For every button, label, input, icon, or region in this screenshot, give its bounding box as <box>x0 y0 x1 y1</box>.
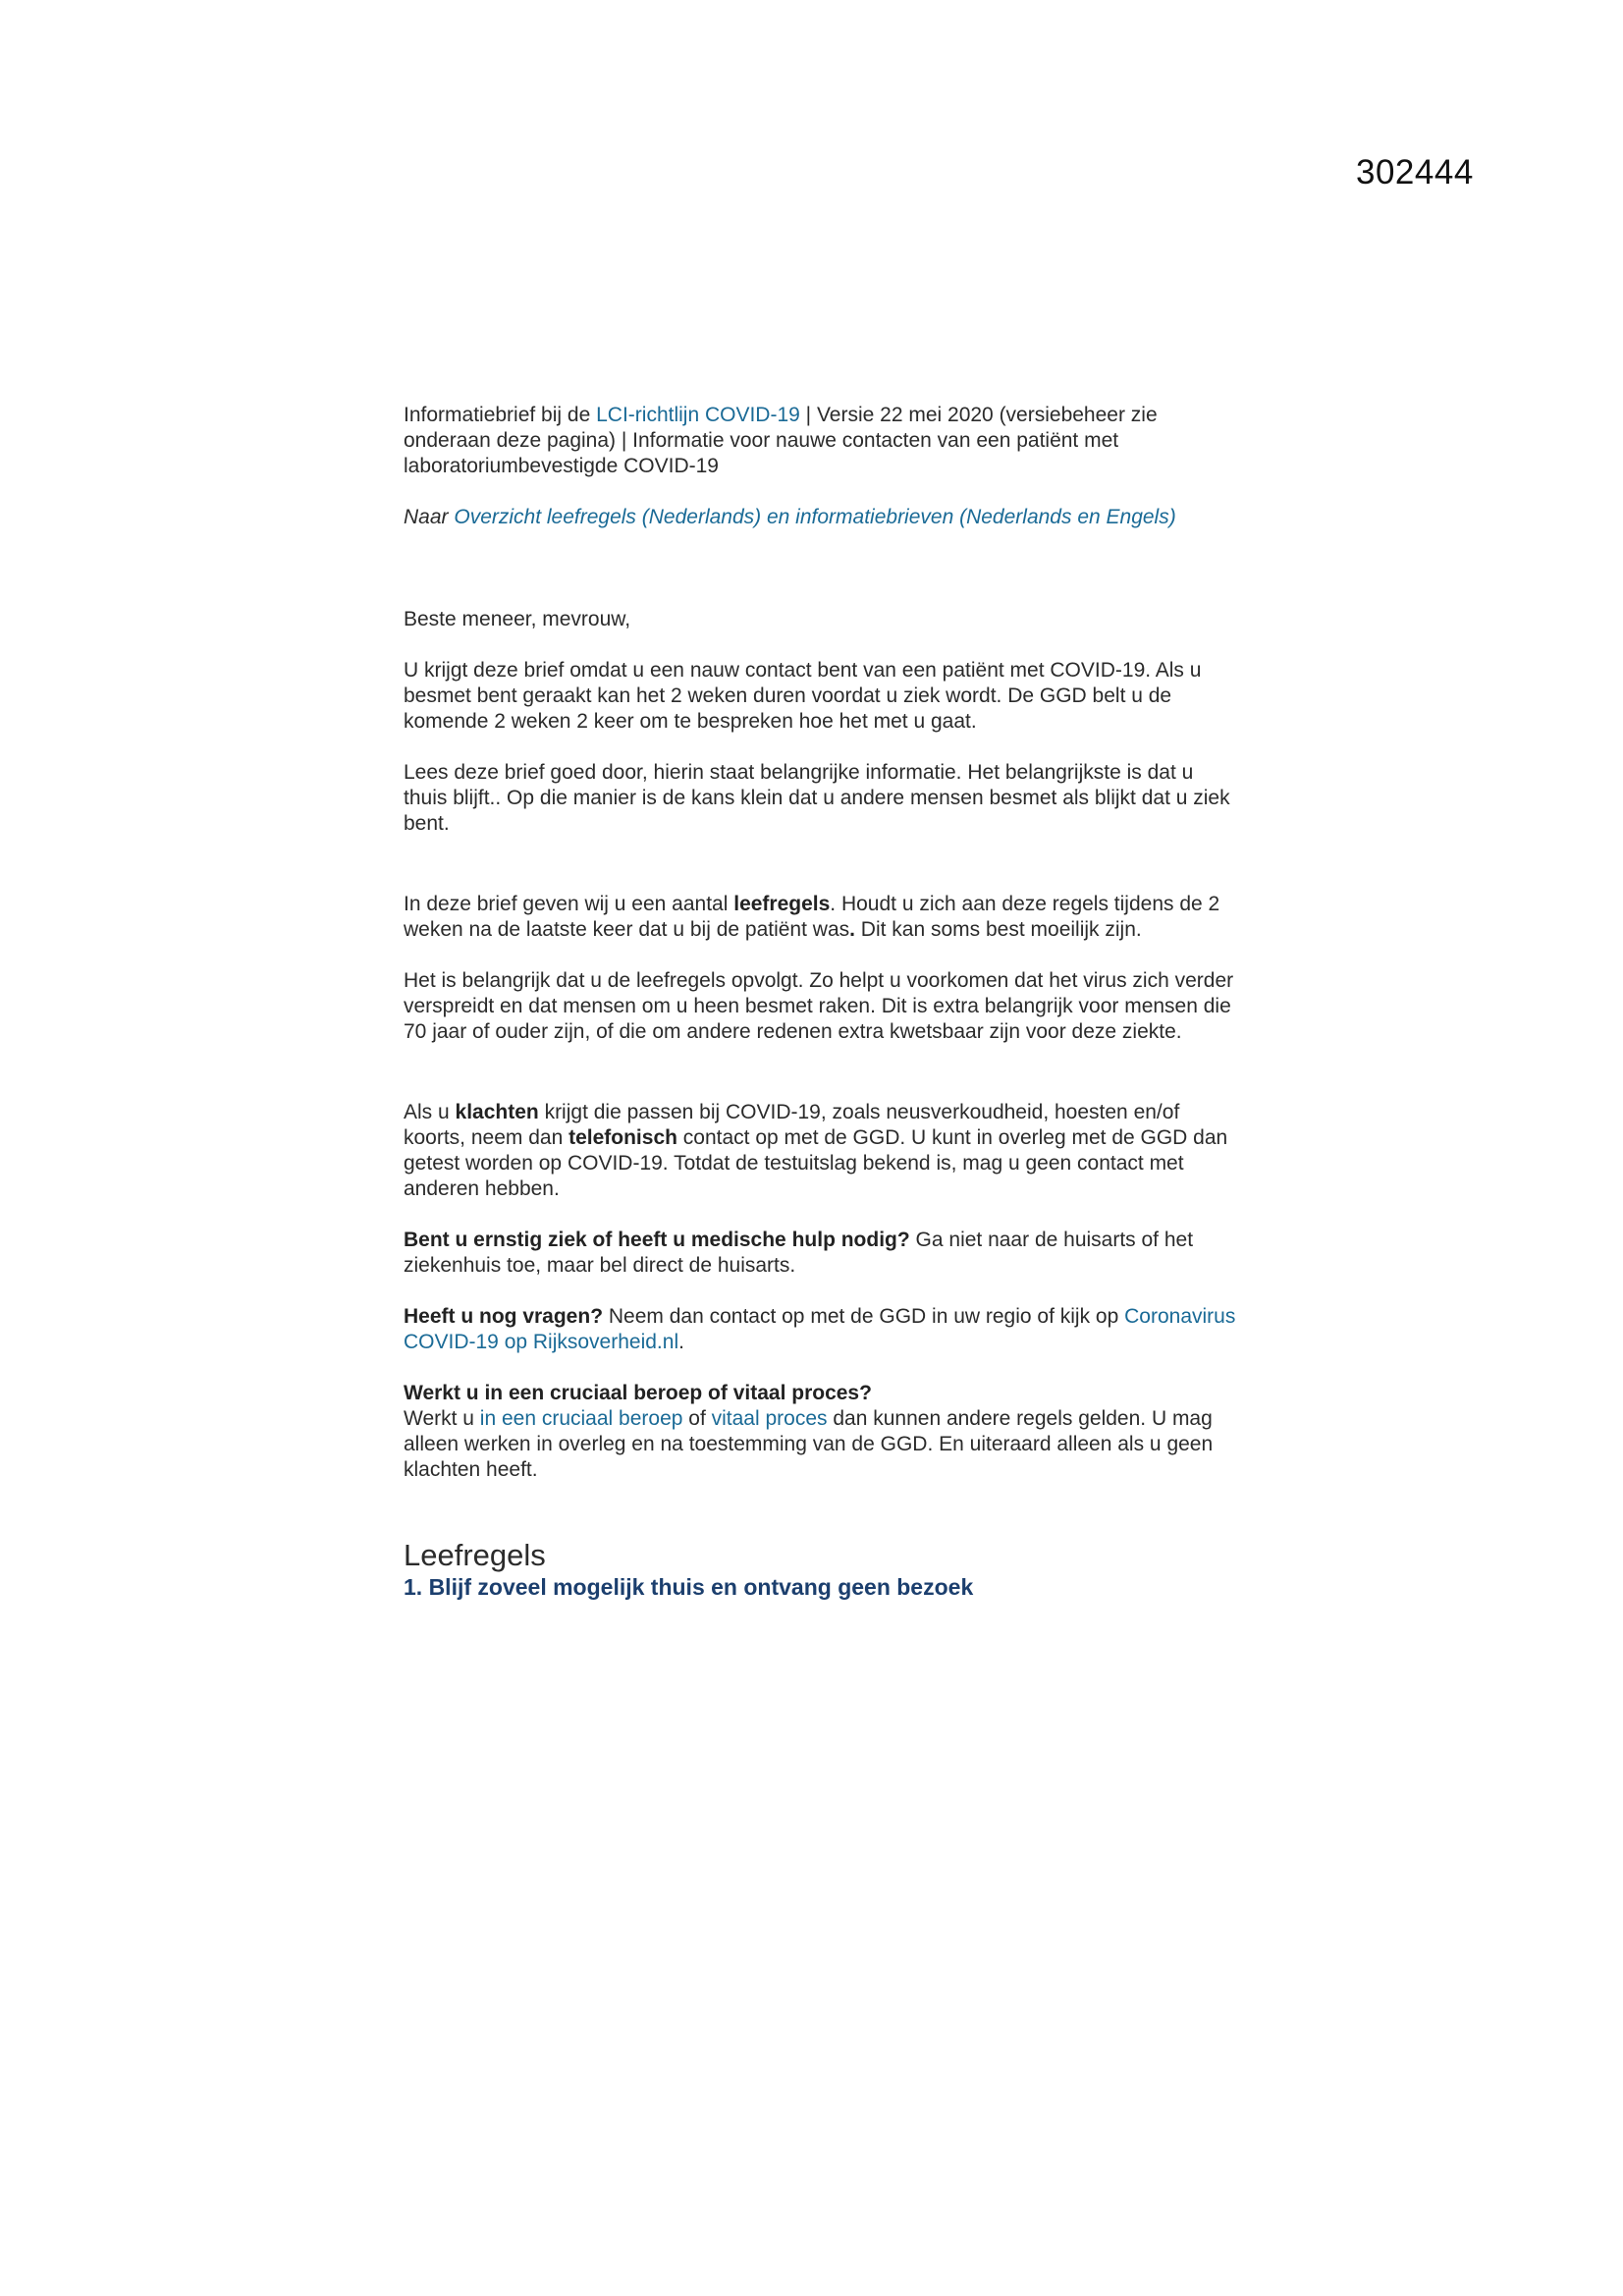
vital-process-link[interactable]: vitaal proces <box>711 1407 828 1430</box>
text: Neem dan contact op met de GGD in uw regio of kijk op <box>603 1305 1125 1328</box>
paragraph-read-carefully: Lees deze brief goed door, hierin staat belangrijke informatie. Het belangrijkste is dat u thuis blijft.. Op die manier is de kans klein dat u andere mensen besmet als blijkt dat u ziek bent. <box>404 761 1230 835</box>
paragraph-leefregels <box>404 892 1238 943</box>
text: krijgt die passen bij COVID-19, zoals neusverkoudheid, hoesten en/of koorts, neem dan <box>404 1101 1180 1149</box>
letter-content <box>404 403 1238 1601</box>
bold-question: Bent u ernstig ziek of heeft u medische hulp nodig? <box>404 1229 910 1251</box>
document-number: 302444 <box>1356 153 1474 191</box>
text: Dit kan soms best moeilijk zijn. <box>854 918 1142 941</box>
overview-leefregels-link[interactable]: Overzicht leefregels (Nederlands) en informatiebrieven (Nederlands en Engels) <box>454 506 1176 528</box>
text: . <box>678 1331 684 1353</box>
paragraph-importance: Het is belangrijk dat u de leefregels opvolgt. Zo helpt u voorkomen dat het virus zich verder verspreidt en dat mensen om u heen besmet raken. Dit is extra belangrijk voor mensen die 70 jaar of ouder zijn, of die om andere redenen extra kwetsbaar zijn voor deze ziekte. <box>404 969 1234 1043</box>
lci-guideline-link[interactable]: LCI-richtlijn COVID-19 <box>596 404 800 426</box>
bold-period: . <box>849 918 855 941</box>
paragraph-intro: U krijgt deze brief omdat u een nauw contact bent van een patiënt met COVID-19. Als u besmet bent geraakt kan het 2 weken duren voordat u ziek wordt. De GGD belt u de komende 2 weken 2 keer om te bespreken hoe het met u gaat. <box>404 659 1202 733</box>
nav-prefix: Naar <box>404 506 455 528</box>
header-text-suffix: | Versie 22 mei 2020 (versiebeheer zie onderaan deze pagina) | Informatie voor nauwe contacten van een patiënt met laboratoriumbevestigde COVID-19 <box>404 404 1158 477</box>
header-info <box>404 403 1238 479</box>
paragraph-questions <box>404 1304 1238 1355</box>
bold-leefregels: leefregels <box>733 893 831 915</box>
paragraph-complaints <box>404 1100 1238 1202</box>
crucial-profession-link[interactable]: in een cruciaal beroep <box>479 1407 683 1430</box>
bold-question: Heeft u nog vragen? <box>404 1305 604 1328</box>
section-subtitle: 1. Blijf zoveel mogelijk thuis en ontvang geen bezoek <box>404 1574 974 1600</box>
text: Werkt u <box>404 1407 480 1430</box>
section-title: Leefregels <box>404 1538 546 1572</box>
header-text: Informatiebrief bij de <box>404 404 597 426</box>
text: dan kunnen andere regels gelden. U mag alleen werken in overleg en na toestemming van de GGD. En uiteraard alleen als u geen klachten heeft. <box>404 1407 1214 1481</box>
text: In deze brief geven wij u een aantal <box>404 893 734 915</box>
paragraph-crucial-profession <box>404 1381 1238 1483</box>
paragraph-seriously-ill <box>404 1228 1238 1279</box>
bold-heading: Werkt u in een cruciaal beroep of vitaal proces? <box>404 1382 872 1404</box>
overview-nav <box>404 505 1238 530</box>
bold-klachten: klachten <box>455 1101 539 1123</box>
greeting: Beste meneer, mevrouw, <box>404 608 631 630</box>
bold-telefonisch: telefonisch <box>568 1126 677 1149</box>
text: of <box>682 1407 712 1430</box>
text: contact op met de GGD. U kunt in overleg met de GGD dan getest worden op COVID-19. Totdat de testuitslag bekend is, mag u geen contact met anderen hebben. <box>404 1126 1228 1200</box>
text: Als u <box>404 1101 456 1123</box>
text: . Houdt u zich aan deze regels tijdens de 2 weken na de laatste keer dat u bij de patiënt was <box>404 893 1220 941</box>
text: Ga niet naar de huisarts of het ziekenhuis toe, maar bel direct de huisarts. <box>404 1229 1194 1277</box>
rijksoverheid-link[interactable]: Coronavirus COVID-19 op Rijksoverheid.nl <box>404 1305 1236 1353</box>
